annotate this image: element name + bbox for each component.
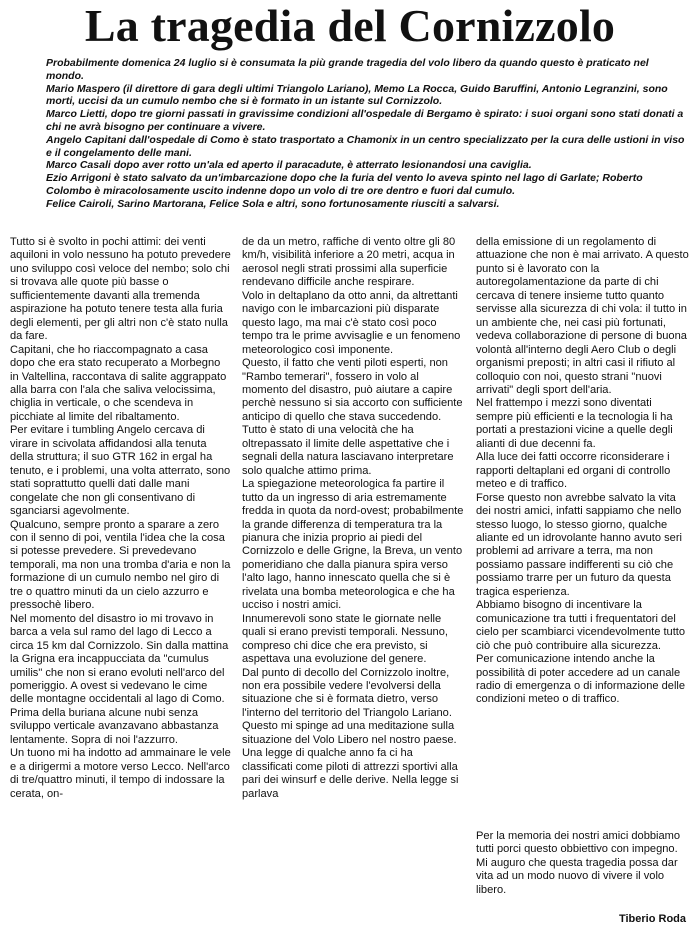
memorial-paragraph: Per la memoria dei nostri amici dobbiamo tutti porci questo obbiettivo con impegno. Mi auguro che questa tragedia possa dar vita ad un modo nuovo di vivere il volo libero.: [476, 830, 681, 896]
intro-paragraph: Probabilmente domenica 24 luglio si è consumata la più grande tragedia del volo libero da quando questo è praticato nel mondo.: [46, 57, 649, 82]
text-column-2: [242, 236, 464, 801]
author-signature: Tiberio Roda: [618, 913, 686, 925]
intro-paragraph: Marco Lietti, dopo tre giorni passati in gravissime condizioni all'ospedale di Bergamo è spirato: i suoi organi sono stati donati a chi ne avrà bisogno per continuare a vivere.: [46, 108, 684, 133]
body-paragraph: Alla luce dei fatti occorre riconsiderare i rapporti deltaplani ed organi di controllo meteo e di traffico.: [476, 451, 671, 491]
body-paragraph: Dal punto di decollo del Cornizzolo inoltre, non era possibile vedere l'evolversi della situazione che si è formata dietro, verso l'interno del territorio del Triangolo Lariano.: [242, 666, 452, 719]
body-paragraph: Per evitare i tumbling Angelo cercava di virare in scivolata affidandosi alla tenuta della struttura; il suo GTR 162 in ergal ha tenuto, e i problemi, una volta atterrato, sono stati soprattutto quelli dati dalle mani congelate che non gli consentivano di sganciarsi agevolmente.: [10, 424, 231, 518]
article-intro: [46, 57, 686, 211]
body-paragraph: Innumerevoli sono state le giornate nelle quali si erano previsti temporali. Nessuno, compreso chi dice che era previsto, si aspettava una evoluzione del genere.: [242, 612, 448, 666]
intro-paragraph: Felice Cairoli, Sarino Martorana, Felice Sola e altri, sono fortunosamente riusciti a salvarsi.: [46, 197, 500, 210]
body-paragraph: della emissione di un regolamento di attuazione che non è mai arrivato. A questo punto si è lavorato con la autoregolamentazione da parte di chi cercava di tenere insieme tutto quanto servisse alla sicurezza di chi vola: il tutto in un ambiente che, nei casi più fortunati, vedeva collaborazione di persone di buona volontà all'interno degli Aero Club o degli organismi preposti; in altri casi il rifiuto al colloquio con noi, questo strani "nuovi arrivati" degli sport dell'aria.: [476, 236, 689, 396]
body-paragraph: Tutto si è svolto in pochi attimi: dei venti aquiloni in volo nessuno ha potuto prevedere uno sviluppo così veloce del nembo; solo chi si trovava alle quote più basse o sufficientemente davanti alla tremenda aspirazione ha potuto tenere testa alla furia degli elementi, per gli altri non c'è stato nulla da fare.: [10, 236, 231, 343]
body-paragraph: Volo in deltaplano da otto anni, da altrettanti navigo con le imbarcazioni più disparate questo lago, ma mai c'è stato così poco tempo tra le prime avvisaglie e un fenomeno meteorologico così imponente.: [242, 289, 461, 356]
body-paragraph: Forse questo non avrebbe salvato la vita dei nostri amici, infatti sappiamo che nello stesso luogo, lo stesso giorno, qualche aliante ed un idrovolante hanno avuto seri problemi ad arrivare a terra, ma non possiamo passare indifferenti su ciò che possiamo trarre per un futuro da questa tragica esperienza.: [476, 491, 682, 598]
body-paragraph: Qualcuno, sempre pronto a sparare a zero con il senno di poi, ventila l'idea che la cosa si potesse prevedere. Si prevedevano temporali, ma non una tromba d'aria e non la formazione di un cumulo nembo nel giro di tre o quattro minuti da un cielo azzurro e pressochè libero.: [10, 518, 231, 612]
body-paragraph: Nel momento del disastro io mi trovavo in barca a vela sul ramo del lago di Lecco a circa 15 km dal Cornizzolo. Sin dalla mattina la Grigna era incappucciata da "cumulus umilis" che non si erano evoluti nell'arco del pomeriggio. A ovest si vedevano le cime delle montagne occidentali al lago di Como.: [10, 612, 229, 706]
intro-paragraph: Ezio Arrigoni è stato salvato da un'imbarcazione dopo che la furia del vento lo aveva spinto nel lago di Garlate; Roberto Colombo è miracolosamente uscito indenne dopo un volo di tre ore dentro e fuori dal cumulo.: [46, 172, 643, 197]
body-paragraph: Nel frattempo i mezzi sono diventati sempre più efficienti e la tecnologia li ha portati a prestazioni vicine a quelle degli alianti di due decenni fa.: [476, 397, 673, 450]
intro-paragraph: Marco Casali dopo aver rotto un'ala ed aperto il paracadute, è atterrato lesionandosi una caviglia.: [46, 159, 532, 172]
body-paragraph: Capitani, che ho riaccompagnato a casa dopo che era stato recuperato a Morbegno in Valtellina, raccontava di salite aggrappato alla barra con l'ala che saliva velocissima, chiglia in verticale, o che scendeva in picchiate al limite del ribaltamento.: [10, 343, 227, 423]
text-column-1: [10, 236, 232, 801]
body-paragraph: Per comunicazione intendo anche la possibilità di poter accedere ad un canale radio di emergenza o di informazione delle condizioni meteo o di traffico.: [476, 653, 686, 706]
text-column-3: [476, 236, 690, 707]
intro-paragraph: Mario Maspero (il direttore di gara degli ultimi Triangolo Lariano), Memo La Rocca, Guido Baruffini, Antonio Legranzini, sono morti, uccisi da un cumulo nembo che si è formato in un istante sul Cornizzolo.: [46, 82, 668, 108]
body-paragraph: Prima della buriana alcune nubi senza sviluppo verticale avanzavano abbastanza lentamente. Sopra di noi l'azzurro.: [10, 706, 219, 746]
article-title: La tragedia del Cornizzolo: [84, 0, 616, 51]
body-paragraph: Abbiamo bisogno di incentivare la comunicazione tra tutti i frequentatori del cielo per scambiarci vicendevolmente tutto ciò che può contribuire alla sicurezza.: [476, 599, 686, 652]
body-paragraph: La spiegazione meteorologica fa partire il tutto da un ingresso di aria estremamente fredda in quota da nord-ovest; probabilmente la grande differenza di temperatura tra la pianura che inizia proprio ai piedi del Cornizzolo e delle Grigne, la Breva, un vento pomeridiano che dalla pianura spira verso l'alto lago, hanno innescato quella che si è rivelata una bomba meteorologica e che ha ucciso i nostri amici.: [242, 478, 464, 612]
body-paragraph: Un tuono mi ha indotto ad ammainare le vele e a dirigermi a motore verso Lecco. Nell'arco di tre/quattro minuti, il tempo di indossare la cerata, on-: [10, 747, 231, 800]
body-paragraph: de da un metro, raffiche di vento oltre gli 80 km/h, visibilità inferiore a 20 metri, acqua in aerosol negli strati prossimi alla superficie rendevano difficile anche respirare.: [242, 236, 456, 289]
body-paragraph: Questo mi spinge ad una meditazione sulla situazione del Volo Libero nel nostro paese. Una legge di qualche anno fa ci ha classificati come piloti di attrezzi sportivi alla pari dei winsurf e delle derive. Nella legge si parlava: [242, 720, 459, 800]
intro-paragraph: Angelo Capitani dall'ospedale di Como è stato trasportato a Chamonix in un centro specializzato per la cura delle ustioni in viso e il congelamento delle mani.: [46, 133, 685, 159]
body-paragraph: Questo, il fatto che venti piloti esperti, non "Rambo temerari", fossero in volo al momento del disastro, può aiutare a capire perchè nessuno si sia accorto con sufficiente anticipo di quello che stava succedendo. Tutto è stato di una velocità che ha oltrepassato il limite delle aspettative che i segnali della natura lasciavano interpretare solo qualche attimo prima.: [242, 357, 463, 477]
